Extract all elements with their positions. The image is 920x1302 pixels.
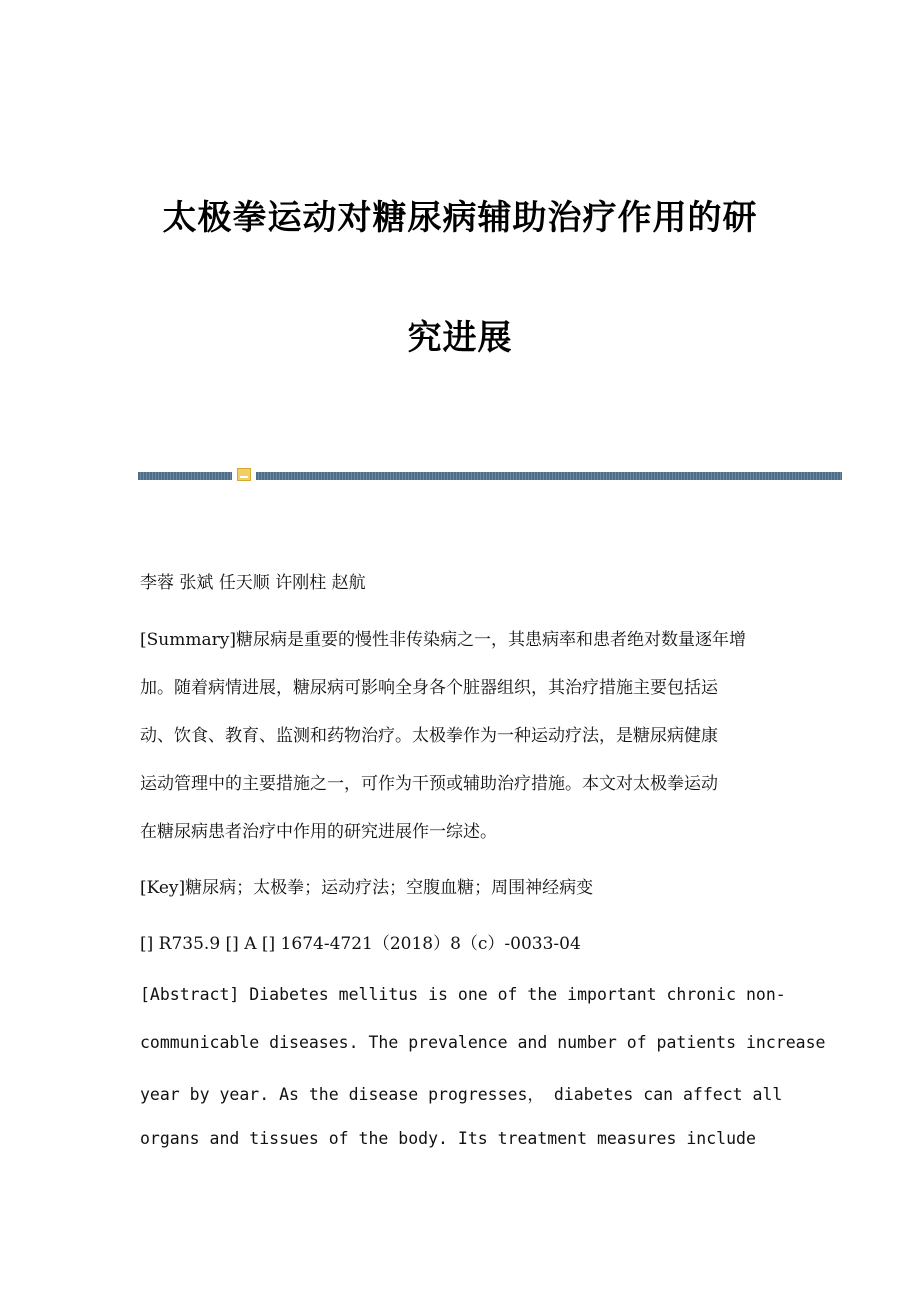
abstract-line-3: year by year. As the disease progresses， diabetes can affect all bbox=[140, 1085, 783, 1104]
abstract-line-4: organs and tissues of the body. Its treatment measures include bbox=[140, 1129, 756, 1148]
summary-line-3: 动、饮食、教育、监测和药物治疗。太极拳作为一种运动疗法，是糖尿病健康 bbox=[140, 726, 718, 746]
summary-line-2: 加。随着病情进展，糖尿病可影响全身各个脏器组织，其治疗措施主要包括运 bbox=[140, 678, 718, 698]
summary-line-4: 运动管理中的主要措施之一，可作为干预或辅助治疗措施。本文对太极拳运动 bbox=[140, 774, 718, 794]
classification-line: [] R735.9 [] A [] 1674-4721（2018）8（c）-0033-04 bbox=[140, 934, 581, 954]
authors: 李蓉 张斌 任天顺 许刚柱 赵航 bbox=[140, 573, 366, 593]
summary-line-1: [Summary]糖尿病是重要的慢性非传染病之一，其患病率和患者绝对数量逐年增 bbox=[140, 630, 746, 650]
paper-title-line-2: 究进展 bbox=[407, 318, 513, 358]
keywords: [Key]糖尿病；太极拳；运动疗法；空腹血糖；周围神经病变 bbox=[140, 878, 594, 898]
divider-bar-left bbox=[138, 472, 232, 480]
envelope-icon bbox=[237, 468, 251, 481]
paper-title-line-1: 太极拳运动对糖尿病辅助治疗作用的研 bbox=[162, 198, 758, 238]
abstract-line-2: communicable diseases. The prevalence and number of patients increase bbox=[140, 1033, 826, 1052]
abstract-line-1: [Abstract] Diabetes mellitus is one of the important chronic non- bbox=[140, 985, 786, 1004]
divider-bar-right bbox=[256, 472, 842, 480]
summary-line-5: 在糖尿病患者治疗中作用的研究进展作一综述。 bbox=[140, 822, 497, 842]
title-divider bbox=[138, 465, 842, 487]
